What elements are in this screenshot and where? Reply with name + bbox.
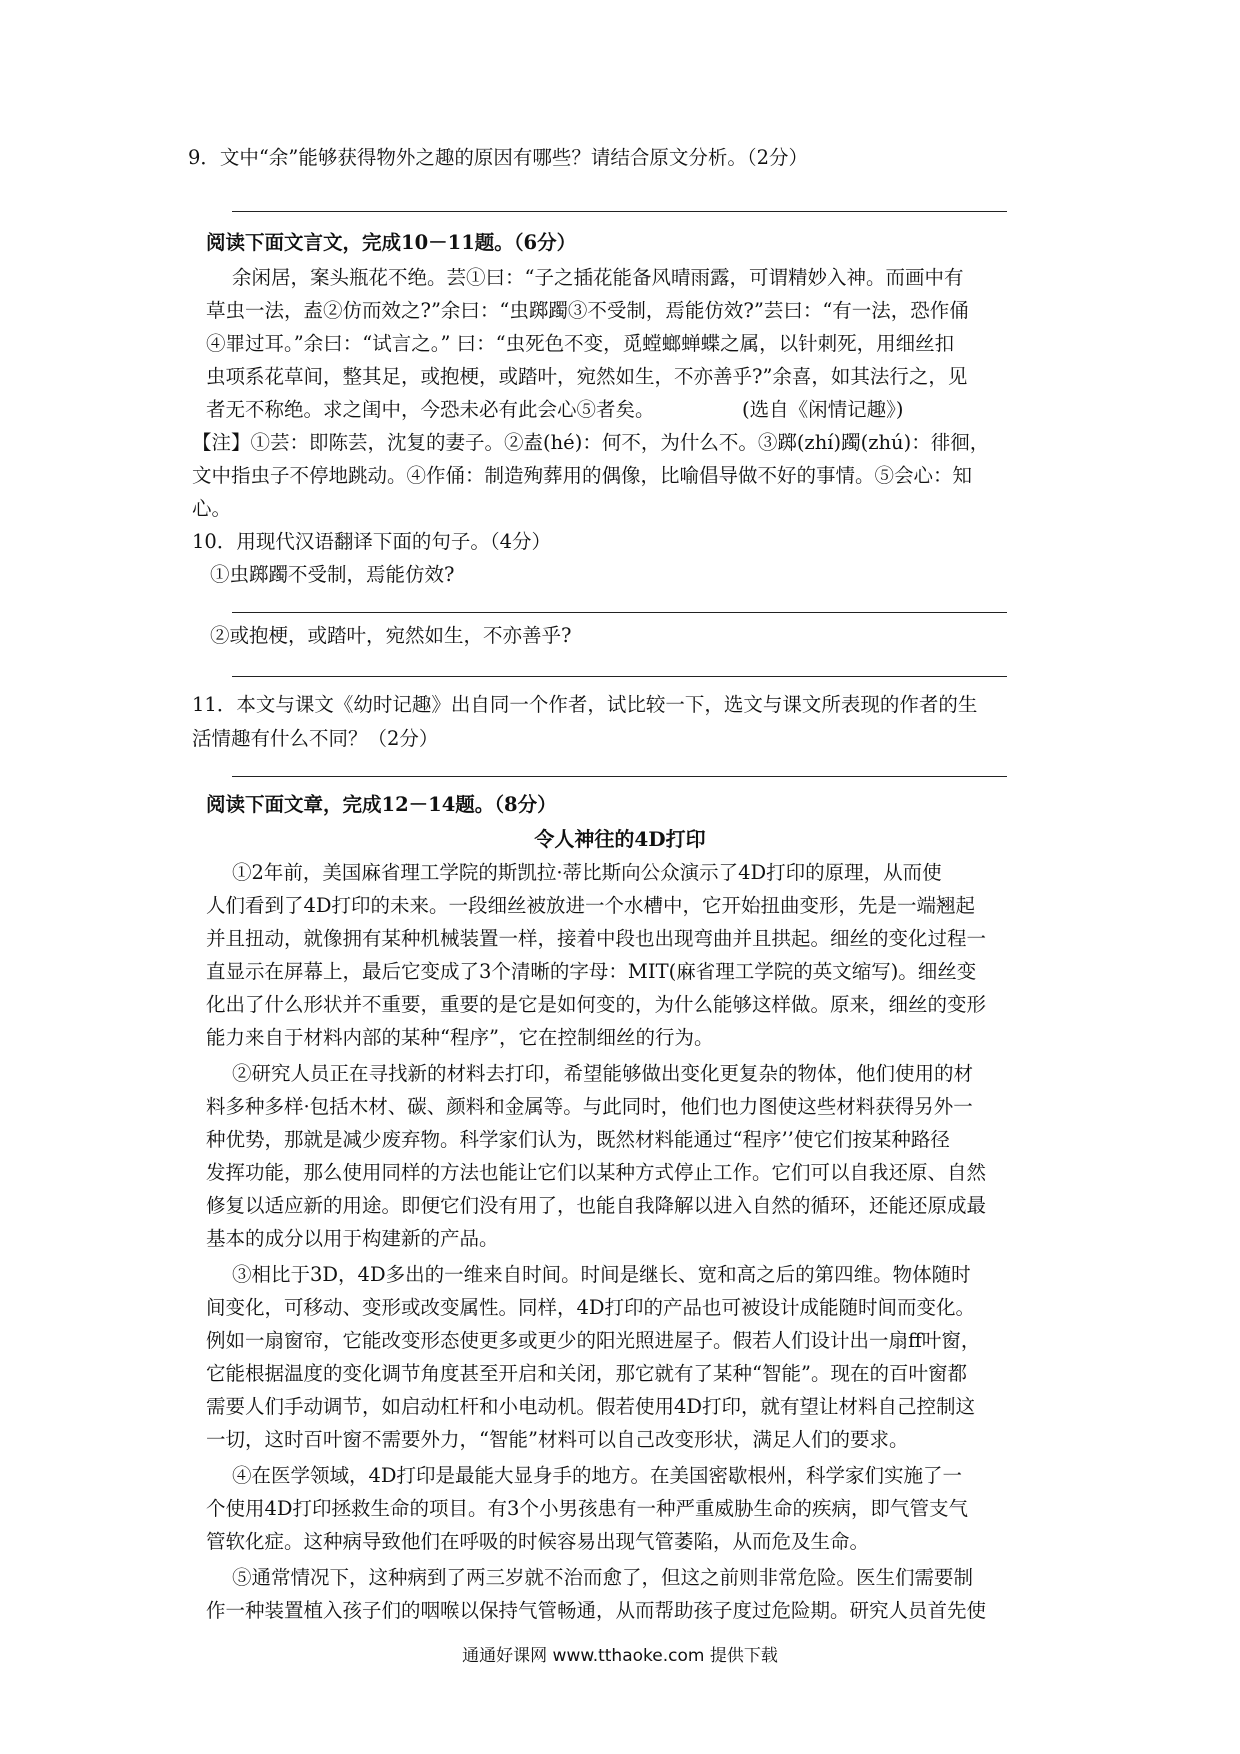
article-title: 令人神往的4D打印	[534, 827, 706, 851]
classical-passage-line-1: 余闲居，案头瓶花不绝。芸①曰：“子之插花能备风晴雨露，可谓精妙入神。而画中有	[232, 266, 964, 289]
article-p1-line-5: 化出了什么形状并不重要，重要的是它是如何变的，为什么能够这样做。原来，细丝的变形	[206, 993, 987, 1016]
article-p3-line-6: 一切，这时百叶窗不需要外力，“智能”材料可以自己改变形状，满足人们的要求。	[206, 1428, 909, 1451]
article-p3-line-4: 它能根据温度的变化调节角度甚至开启和关闭，那它就有了某种“智能”。现在的百叶窗都	[206, 1362, 967, 1385]
article-p1-line-1: ①2年前，美国麻省理工学院的斯凯拉·蒂比斯向公众演示了4D打印的原理，从而使	[232, 861, 942, 884]
article-p5-line-1: ⑤通常情况下，这种病到了两三岁就不治而愈了，但这之前则非常危险。医生们需要制	[232, 1566, 974, 1589]
article-p2-line-1: ②研究人员正在寻找新的材料去打印，希望能够做出变化更复杂的物体，他们使用的材	[232, 1062, 974, 1085]
article-p2-line-2: 料多种多样·包括木材、碳、颜料和金属等。与此同时，他们也力图使这些材料获得另外一	[206, 1095, 973, 1118]
answer-line-q11	[232, 776, 1007, 777]
question-11-line-2: 活情趣有什么不同？（2分）	[192, 727, 439, 750]
article-p4-line-1: ④在医学领域，4D打印是最能大显身手的地方。在美国密歇根州，科学家们实施了一	[232, 1464, 963, 1487]
article-p3-line-5: 需要人们手动调节，如启动杠杆和小电动机。假若使用4D打印，就有望让材料自己控制这	[206, 1395, 976, 1418]
question-10-item-2: ②或抱梗，或踏叶，宛然如生，不亦善乎?	[210, 624, 572, 647]
section-heading-modern: 阅读下面文章，完成12－14题。（8分）	[206, 793, 557, 816]
article-p3-line-3: 例如一扇窗帘，它能改变形态使更多或更少的阳光照进屋子。假若人们设计出一扇ff叶窗，	[206, 1329, 981, 1352]
article-p2-line-3: 种优势，那就是减少废弃物。科学家们认为，既然材料能通过“程序’’使它们按某种路径	[206, 1128, 950, 1151]
article-p1-line-2: 人们看到了4D打印的未来。一段细丝被放进一个水槽中，它开始扭曲变形，先是一端翘起	[206, 894, 976, 917]
classical-passage-line-3: ④罪过耳。”余曰：“试言之。” 曰：“虫死色不变，觅螳螂蝉蝶之属，以针刺死，用细丝扣	[206, 332, 955, 355]
classical-note-line-2: 文中指虫子不停地跳动。④作俑：制造殉葬用的偶像，比喻倡导做不好的事情。⑤会心：知	[192, 464, 973, 487]
section-heading-classical: 阅读下面文言文，完成10－11题。（6分）	[206, 231, 577, 254]
question-9: 9．文中“余”能够获得物外之趣的原因有哪些？请结合原文分析。（2分）	[188, 146, 809, 169]
article-p1-line-3: 并且扭动，就像拥有某种机械装置一样，接着中段也出现弯曲并且拱起。细丝的变化过程一	[206, 927, 987, 950]
article-p4-line-3: 管软化症。这种病导致他们在呼吸的时候容易出现气管萎陷，从而危及生命。	[206, 1530, 870, 1553]
article-p2-line-6: 基本的成分以用于构建新的产品。	[206, 1227, 499, 1250]
question-11-line-1: 11．本文与课文《幼时记趣》出自同一个作者，试比较一下，选文与课文所表现的作者的生	[192, 693, 978, 716]
classical-source: (选自《闲情记趣》)	[742, 398, 904, 421]
classical-note-line-3: 心。	[192, 497, 232, 520]
question-10: 10．用现代汉语翻译下面的句子。（4分）	[192, 530, 551, 553]
article-p4-line-2: 个使用4D打印拯救生命的项目。有3个小男孩患有一种严重威胁生命的疾病，即气管支气	[206, 1497, 968, 1520]
answer-line-q10-item-2	[232, 676, 1007, 677]
article-p1-line-6: 能力来自于材料内部的某种“程序”，它在控制细丝的行为。	[206, 1026, 714, 1049]
article-p2-line-4: 发挥功能，那么使用同样的方法也能让它们以某种方式停止工作。它们可以自我还原、自然	[206, 1161, 987, 1184]
article-p2-line-5: 修复以适应新的用途。即便它们没有用了，也能自我降解以进入自然的循环，还能还原成最	[206, 1194, 987, 1217]
classical-note-line-1: 【注】①芸：即陈芸，沈复的妻子。②盍(hé)：何不，为什么不。③踯(zhí)躅(zhú)：徘徊，	[192, 431, 990, 454]
answer-line-q9	[232, 211, 1007, 212]
article-p5-line-2: 作一种装置植入孩子们的咽喉以保持气管畅通，从而帮助孩子度过危险期。研究人员首先使	[206, 1599, 987, 1622]
page-footer: 通通好课网 www.tthaoke.com 提供下载	[462, 1646, 778, 1666]
article-p3-line-2: 间变化，可移动、变形或改变属性。同样，4D打印的产品也可被设计成能随时间而变化。	[206, 1296, 976, 1319]
article-p3-line-1: ③相比于3D，4D多出的一维来自时间。时间是继长、宽和高之后的第四维。物体随时	[232, 1263, 971, 1286]
question-10-item-1: ①虫踯躅不受制，焉能仿效?	[210, 563, 455, 586]
answer-line-q10-item-1	[232, 612, 1007, 613]
classical-passage-line-2: 草虫一法，盍②仿而效之?”余曰：“虫踯躅③不受制，焉能仿效?”芸曰：“有一法，恐作俑	[206, 299, 969, 322]
article-p1-line-4: 直显示在屏幕上，最后它变成了3个清晰的字母：MIT(麻省理工学院的英文缩写)。细丝变	[206, 960, 977, 983]
classical-passage-line-5: 者无不称绝。求之闺中，今恐未必有此会心⑤者矣。	[206, 398, 655, 421]
classical-passage-line-4: 虫项系花草间，整其足，或抱梗，或踏叶，宛然如生，不亦善乎?”余喜，如其法行之，见	[206, 365, 968, 388]
